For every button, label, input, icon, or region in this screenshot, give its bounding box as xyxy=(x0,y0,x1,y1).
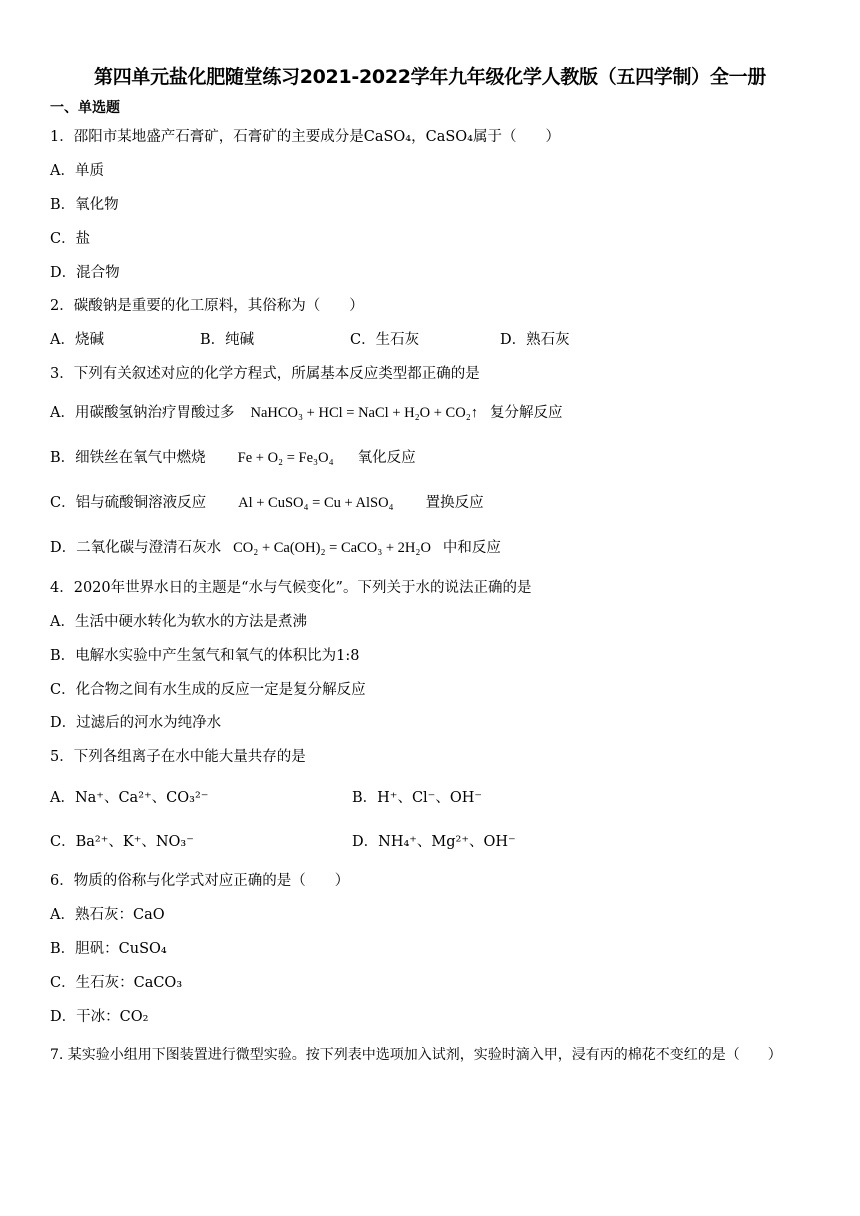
q2-options-row xyxy=(50,330,570,350)
q3-option-b-text: B．细铁丝在氧气中燃烧 xyxy=(50,450,206,466)
question-1-stem: 1．邵阳市某地盛产石膏矿，石膏矿的主要成分是CaSO₄，CaSO₄属于（ ） xyxy=(50,129,560,145)
page-title: 第四单元盐化肥随堂练习2021-2022学年九年级化学人教版（五四学制）全一册 xyxy=(94,66,766,88)
question-3-stem: 3．下列有关叙述对应的化学方程式，所属基本反应类型都正确的是 xyxy=(50,366,480,382)
q3-option-b[interactable] xyxy=(50,448,416,468)
q3-option-a[interactable] xyxy=(50,403,563,423)
q1-option-b[interactable]: B．氧化物 xyxy=(50,197,119,213)
q3-option-b-equation: Fe + O₂ = Fe₃O₄ xyxy=(237,450,334,466)
q3-option-b-type: 氧化反应 xyxy=(357,450,416,466)
q6-option-d[interactable]: D．干冰：CO₂ xyxy=(50,1009,149,1025)
q5-option-a[interactable]: A．Na⁺、Ca²⁺、CO₃²⁻ xyxy=(50,790,209,806)
q2-option-b[interactable]: B．纯碱 xyxy=(200,332,255,348)
q4-option-d[interactable]: D．过滤后的河水为纯净水 xyxy=(50,715,222,731)
q5-option-c[interactable]: C．Ba²⁺、K⁺、NO₃⁻ xyxy=(50,834,194,850)
q3-option-a-text: A．用碳酸氢钠治疗胃酸过多 xyxy=(50,405,235,421)
section-heading: 一、单选题 xyxy=(50,100,120,116)
q3-option-a-type: 复分解反应 xyxy=(490,405,563,421)
q3-option-c-text: C．铝与硫酸铜溶液反应 xyxy=(50,495,207,511)
q3-option-a-equation: NaHCO₃ + HCl = NaCl + H₂O + CO₂↑ xyxy=(250,405,478,421)
q3-option-d[interactable] xyxy=(50,538,501,558)
q3-option-d-equation: CO₂ + Ca(OH)₂ = CaCO₃ + 2H₂O xyxy=(233,540,431,556)
q3-option-c-equation: Al + CuSO₄ = Cu + AlSO₄ xyxy=(238,495,394,511)
q4-option-c[interactable]: C．化合物之间有水生成的反应一定是复分解反应 xyxy=(50,682,366,698)
q1-option-a[interactable]: A．单质 xyxy=(50,163,104,179)
q2-option-d[interactable]: D．熟石灰 xyxy=(500,332,570,348)
q3-option-d-text: D．二氧化碳与澄清石灰水 xyxy=(50,540,222,556)
q6-option-a[interactable]: A．熟石灰：CaO xyxy=(50,907,165,923)
q2-option-c[interactable]: C．生石灰 xyxy=(350,332,420,348)
question-4-stem: 4．2020年世界水日的主题是“水与气候变化”。下列关于水的说法正确的是 xyxy=(50,580,532,596)
q3-option-d-type: 中和反应 xyxy=(442,540,501,556)
q1-option-d[interactable]: D．混合物 xyxy=(50,265,120,281)
q3-option-c-type: 置换反应 xyxy=(425,495,484,511)
q6-option-c[interactable]: C．生石灰：CaCO₃ xyxy=(50,975,183,991)
question-5-stem: 5．下列各组离子在水中能大量共存的是 xyxy=(50,749,306,765)
q1-option-c[interactable]: C．盐 xyxy=(50,231,91,247)
q3-option-c[interactable] xyxy=(50,493,484,513)
q2-option-a[interactable]: A．烧碱 xyxy=(50,332,104,348)
question-2-stem: 2．碳酸钠是重要的化工原料，其俗称为（ ） xyxy=(50,298,364,314)
q6-option-b[interactable]: B．胆矾：CuSO₄ xyxy=(50,941,167,957)
q4-option-b[interactable]: B．电解水实验中产生氢气和氧气的体积比为1:8 xyxy=(50,648,360,664)
question-6-stem: 6．物质的俗称与化学式对应正确的是（ ） xyxy=(50,873,350,889)
question-7-stem: 7. 某实验小组用下图装置进行微型实验。按下列表中选项加入试剂，实验时滴入甲，浸有丙的棉花不变红的是（ ） xyxy=(50,1047,782,1063)
q4-option-a[interactable]: A．生活中硬水转化为软水的方法是煮沸 xyxy=(50,614,307,630)
q5-option-b[interactable]: B．H⁺、Cl⁻、OH⁻ xyxy=(352,790,483,806)
q5-option-d[interactable]: D．NH₄⁺、Mg²⁺、OH⁻ xyxy=(352,834,516,850)
